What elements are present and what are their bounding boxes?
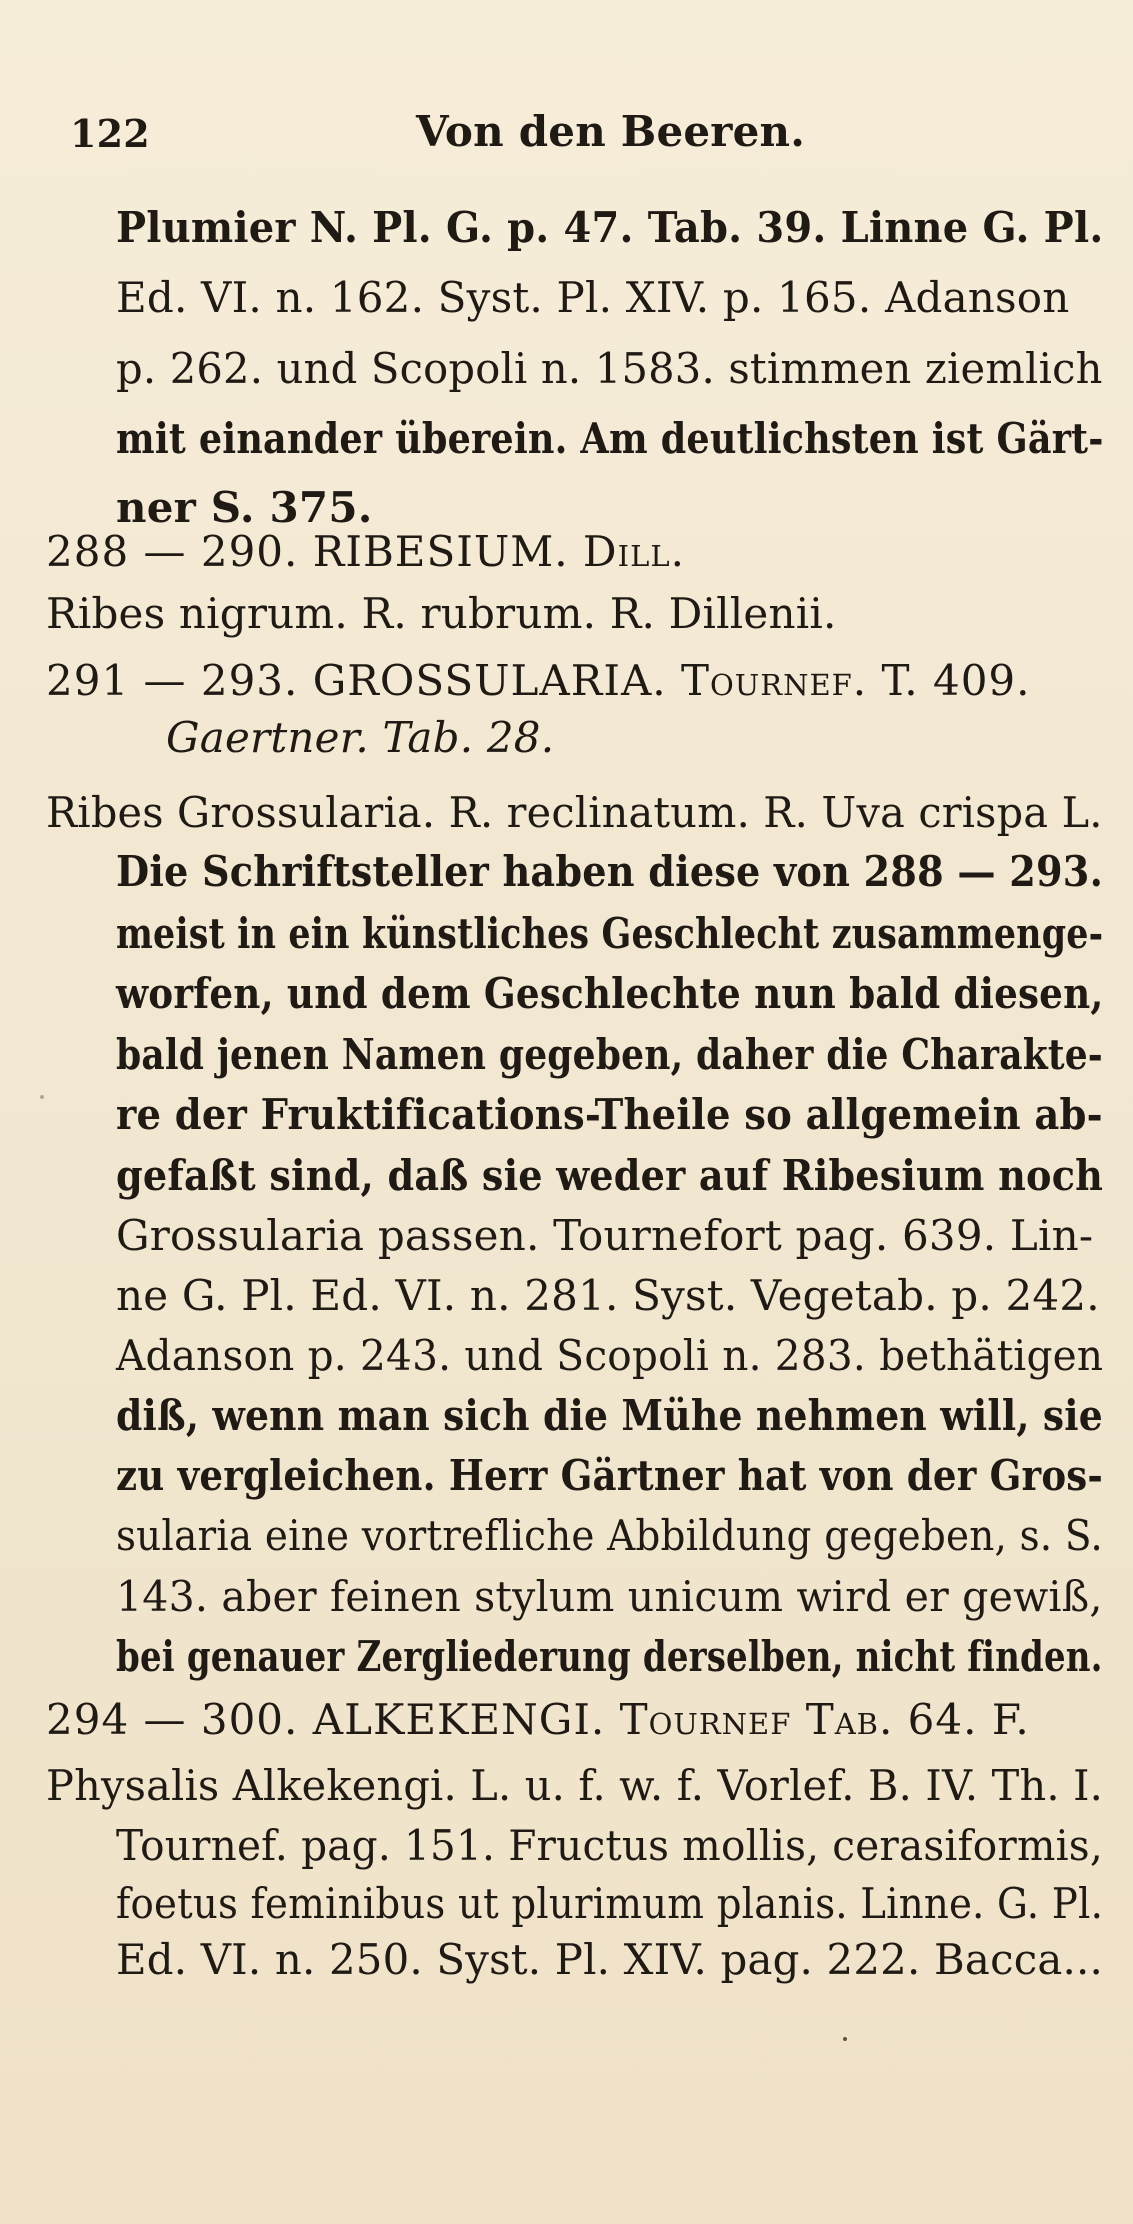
ink-speck: [843, 2037, 847, 2041]
text-line-24: bei genauer Zergliederung derselben, nicht finden.: [116, 1632, 1103, 1681]
text-line-7: Ribes nigrum. R. rubrum. R. Dillenii.: [46, 589, 837, 638]
text-line-2: Ed. VI. n. 162. Syst. Pl. XIV. p. 165. Adanson: [116, 273, 1070, 322]
section-heading-alkekengi: 294 — 300. ALKEKENGI. Tournef Tab. 64. F.: [46, 1695, 1030, 1744]
text-line-26: Physalis Alkekengi. L. u. f. w. f. Vorlef. B. IV. Th. I.: [46, 1761, 1104, 1810]
text-line-23: 143. aber feinen stylum unicum wird er gewiß,: [116, 1572, 1103, 1621]
text-line-9: Gaertner. Tab. 28.: [166, 713, 555, 762]
section-heading-ribesium: 288 — 290. RIBESIUM. Dill.: [46, 527, 685, 576]
text-line-13: worfen, und dem Geschlechte nun bald diesen,: [116, 969, 1104, 1018]
section-heading-grossularia: 291 — 293. GROSSULARIA. Tournef. T. 409.: [46, 656, 1031, 705]
text-line-17: Grossularia passen. Tournefort pag. 639. Lin-: [116, 1211, 1094, 1260]
text-line-20: diß, wenn man sich die Mühe nehmen will, sie: [116, 1391, 1103, 1440]
text-line-19: Adanson p. 243. und Scopoli n. 283. bethätigen: [116, 1331, 1104, 1380]
text-line-3: p. 262. und Scopoli n. 1583. stimmen ziemlich: [116, 344, 1103, 393]
text-line-16: gefaßt sind, daß sie weder auf Ribesium noch: [116, 1151, 1104, 1200]
text-line-1: Plumier N. Pl. G. p. 47. Tab. 39. Linne G. Pl.: [116, 203, 1104, 252]
text-line-18: ne G. Pl. Ed. VI. n. 281. Syst. Vegetab. p. 242.: [116, 1271, 1100, 1320]
text-line-11: Die Schriftsteller haben diese von 288 — 293.: [116, 847, 1104, 896]
text-line-5: ner S. 375.: [116, 483, 373, 532]
page-number: 122: [70, 111, 150, 156]
text-line-22: sularia eine vortrefliche Abbildung gegeben, s. S.: [116, 1511, 1103, 1560]
text-line-28: foetus feminibus ut plurimum planis. Linne. G. Pl.: [116, 1879, 1104, 1928]
text-line-4: mit einander überein. Am deutlichsten ist Gärt-: [116, 414, 1104, 463]
ink-speck: [40, 1095, 44, 1099]
text-line-29: Ed. VI. n. 250. Syst. Pl. XIV. pag. 222. Bacca...: [116, 1935, 1103, 1984]
text-line-14: bald jenen Namen gegeben, daher die Charakte-: [116, 1030, 1103, 1079]
running-head: Von den Beeren.: [416, 107, 806, 156]
text-line-27: Tournef. pag. 151. Fructus mollis, cerasiformis,: [116, 1821, 1103, 1870]
text-line-15: re der Fruktifications-Theile so allgemein ab-: [116, 1090, 1103, 1139]
text-line-12: meist in ein künstliches Geschlecht zusammenge-: [116, 909, 1104, 958]
text-line-10: Ribes Grossularia. R. reclinatum. R. Uva crispa L.: [46, 788, 1103, 837]
text-line-21: zu vergleichen. Herr Gärtner hat von der Gros-: [116, 1451, 1103, 1500]
